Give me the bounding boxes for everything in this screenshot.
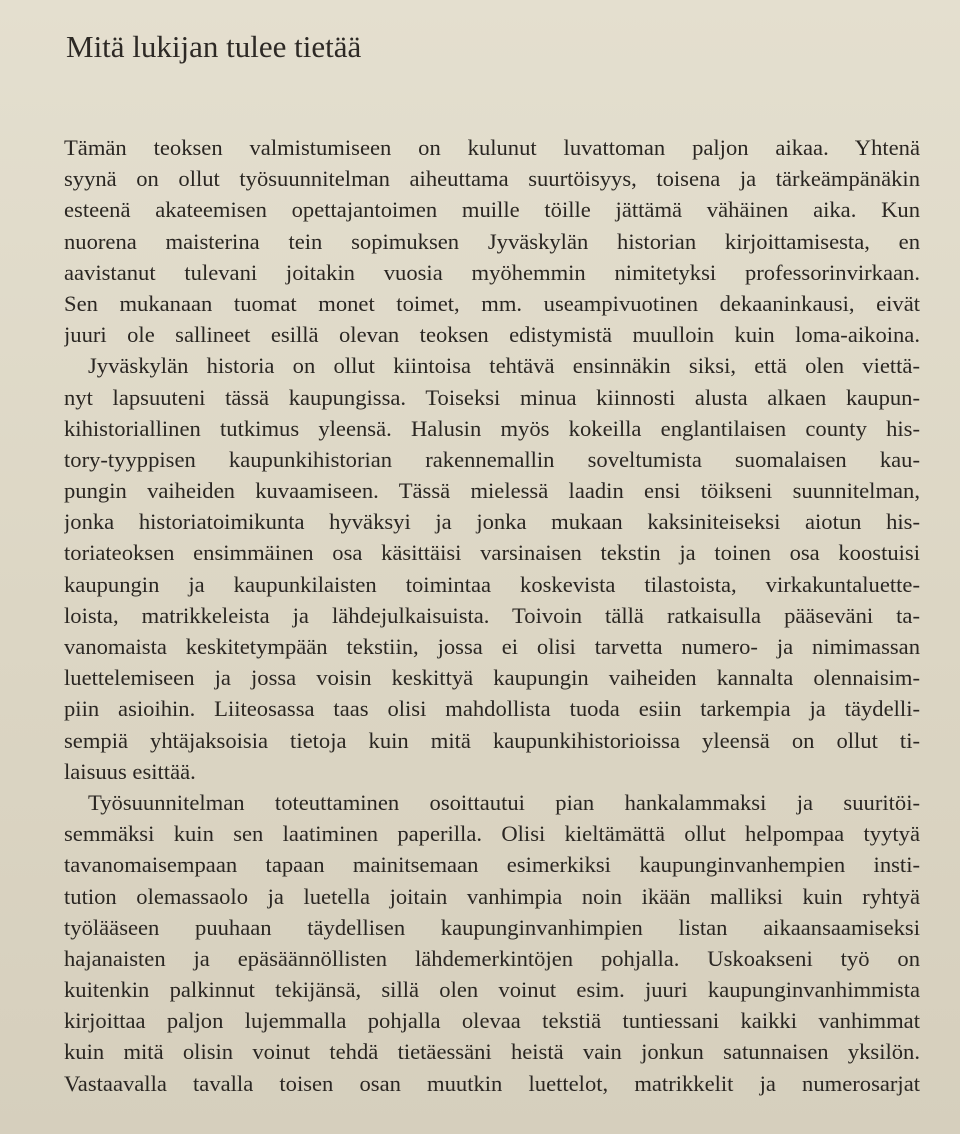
paragraph-2	[64, 350, 920, 787]
text-line: vanomaista keskitetympään tekstiin, jossa ei olisi tarvetta numero- ja nimimassan	[64, 634, 920, 659]
text-line: loista, matrikkeleista ja lähdejulkaisuista. Toivoin tällä ratkaisulla pääseväni ta-	[64, 602, 920, 628]
text-line: nyt lapsuuteni tässä kaupungissa. Toiseksi minua kiinnosti alusta alkaen kaupun-	[64, 384, 920, 410]
text-line: pungin vaiheiden kuvaamiseen. Tässä mielessä laadin ensi töikseni suunnitelman,	[64, 478, 920, 504]
text-line: esteenä akateemisen opettajantoimen muille töille jättämä vähäinen aika. Kun	[64, 197, 920, 223]
text-line: Sen mukanaan tuomat monet toimet, mm. useampivuotinen dekaaninkausi, eivät	[64, 290, 920, 316]
text-line: Työsuunnitelman toteuttaminen osoittautui pian hankalammaksi ja suuritöi-	[88, 789, 920, 815]
text-line: hajanaisten ja epäsäännöllisten lähdemerkintöjen pohjalla. Uskoakseni työ on	[64, 945, 920, 971]
text-line: syynä on ollut työsuunnitelman aiheuttama suurtöisyys, toisena ja tärkeämpänäkin	[64, 166, 920, 192]
text-line: sempiä yhtäjaksoisia tietoja kuin mitä kaupunkihistorioissa yleensä on ollut ti-	[64, 727, 920, 753]
text-line: tory-tyyppisen kaupunkihistorian rakennemallin soveltumista suomalaisen kau-	[64, 446, 920, 472]
text-line: jonka historiatoimikunta hyväksyi ja jonka mukaan kaksiniteiseksi aiotun his-	[64, 509, 920, 535]
text-line: Vastaavalla tavalla toisen osan muutkin luettelot, matrikkelit ja numerosarjat	[64, 1070, 920, 1096]
text-line: toriateoksen ensimmäinen osa käsittäisi varsinaisen tekstin ja toinen osa koostuisi	[64, 540, 920, 566]
text-line: kaupungin ja kaupunkilaisten toimintaa koskevista tilastoista, virkakuntaluette-	[64, 571, 920, 597]
text-line: kihistoriallinen tutkimus yleensä. Halusin myös kokeilla englantilaisen county his-	[64, 415, 920, 441]
text-line: kirjoittaa paljon lujemmalla pohjalla olevaa tekstiä tuntiessani kaikki vanhimmat	[64, 1008, 920, 1034]
text-line: tution olemassaolo ja luetella joitain vanhimpia noin ikään malliksi kuin ryhtyä	[64, 883, 920, 909]
text-line: aavistanut tulevani joitakin vuosia myöhemmin nimitetyksi professorinvirkaan.	[64, 259, 920, 285]
chapter-heading: Mitä lukijan tulee tietää	[66, 29, 362, 64]
paragraph-3	[64, 787, 920, 1099]
text-line: Jyväskylän historia on ollut kiintoisa tehtävä ensinnäkin siksi, että olen viettä-	[88, 353, 920, 379]
body-text	[64, 132, 920, 1099]
text-line: tavanomaisempaan tapaan mainitsemaan esimerkiksi kaupunginvanhempien insti-	[64, 852, 920, 878]
text-line: kuin mitä olisin voinut tehdä tietäessäni heistä vain jonkun satunnaisen yksilön.	[64, 1039, 920, 1065]
text-line: Tämän teoksen valmistumiseen on kulunut luvattoman paljon aikaa. Yhtenä	[64, 135, 920, 160]
text-line: semmäksi kuin sen laatiminen paperilla. Olisi kieltämättä ollut helpompaa tyytyä	[64, 821, 920, 847]
text-line: kuitenkin palkinnut tekijänsä, sillä olen voinut esim. juuri kaupunginvanhimmista	[64, 977, 920, 1003]
text-line: piin asioihin. Liiteosassa taas olisi mahdollista tuoda esiin tarkempia ja täydelli-	[64, 696, 920, 722]
text-line: laisuus esittää.	[64, 758, 196, 784]
paragraph-1	[64, 132, 920, 350]
text-line: nuorena maisterina tein sopimuksen Jyväskylän historian kirjoittamisesta, en	[64, 228, 920, 254]
text-line: juuri ole sallineet esillä olevan teoksen edistymistä muulloin kuin loma-aikoina.	[64, 322, 920, 348]
text-line: työlääseen puuhaan täydellisen kaupunginvanhimpien listan aikaansaamiseksi	[64, 914, 920, 940]
text-line: luettelemiseen ja jossa voisin keskittyä kaupungin vaiheiden kannalta olennaisim-	[64, 665, 920, 691]
